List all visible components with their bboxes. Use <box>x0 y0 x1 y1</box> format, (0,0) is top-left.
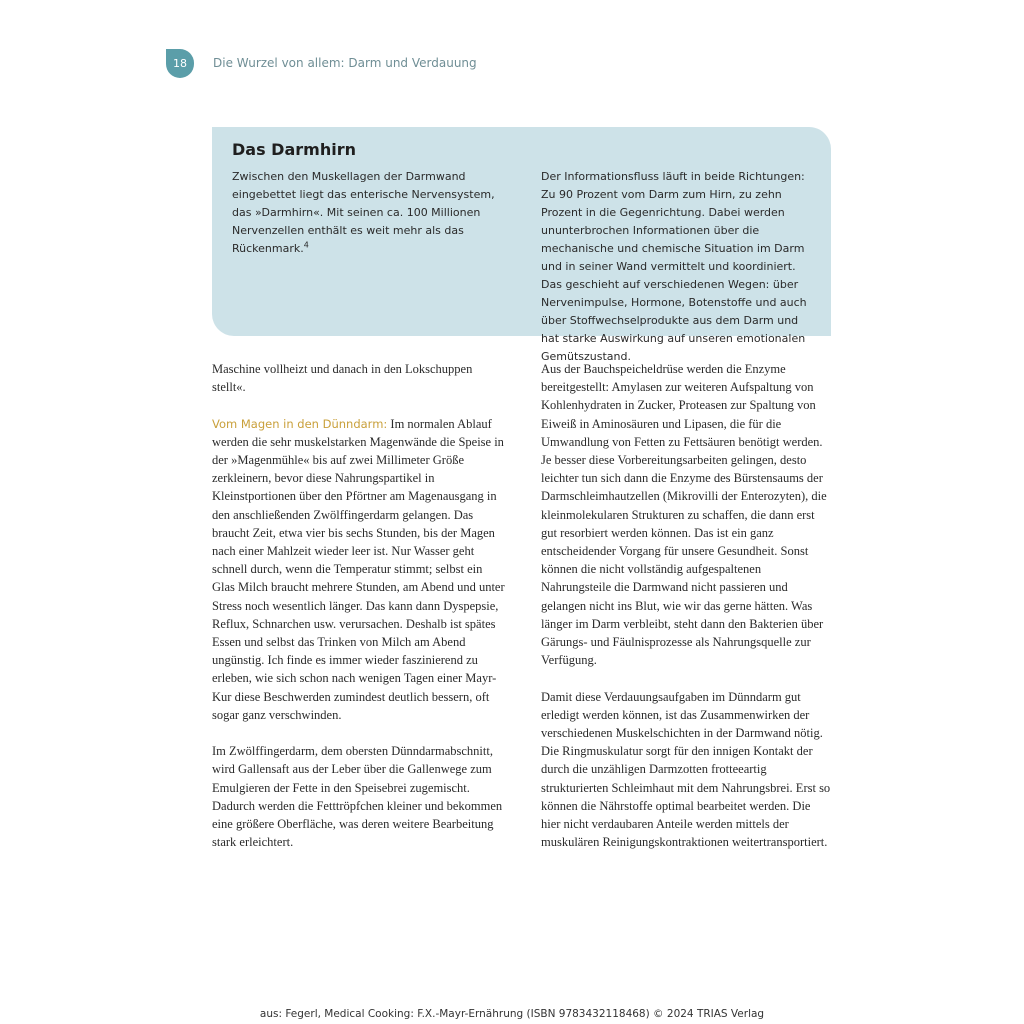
paragraph: Im Zwölffingerdarm, dem obersten Dünndarmabschnitt, wird Gallensaft aus der Leber über die Gallenwege zum Emulgieren der Fette in den Speisebrei zugemischt. Dadurch werden die Fetttröpfchen kleiner und bekommen eine größere Oberfläche, was deren weitere Bearbeitung stark erleichtert. <box>212 744 503 850</box>
paragraph: Maschine vollheizt und danach in den Lokschuppen stellt«. <box>212 362 473 395</box>
paragraph: Damit diese Verdauungsaufgaben im Dünndarm gut erledigt werden können, ist das Zusammenwirken der verschiedenen Muskelschichten in der Darmwand nötig. Die Ringmuskulatur sorgt für den innigen Kontakt der durch die unzähligen Darmzotten frotteeartig strukturierten Schleimhaut mit dem Nahrungsbrei. Erst so können die Nährstoffe optimal bearbeitet werden. Die hier nicht verdaubaren Anteile werden mittels der muskulären Reinigungskontraktionen weitertransportiert. <box>541 689 831 850</box>
info-box-text-right: Der Informationsfluss läuft in beide Richtungen: Zu 90 Prozent vom Darm zum Hirn, zu zehn Prozent in die Gegenrichtung. Dabei werden ununterbrochen Informationen über die mechanische und chemische Situation im Darm und in seiner Wand vermittelt und koordiniert. Das geschieht auf verschiedenen Wegen: über Nervenimpulse, Hormone, Botenstoffe und auch über Stoffwechselprodukte aus dem Darm und hat starke Auswirkung auf unseren emotionalen Gemütszustand. <box>541 170 807 363</box>
right-column <box>541 360 833 870</box>
paragraph: Aus der Bauchspeicheldrüse werden die Enzyme bereitgestellt: Amylasen zur weiteren Aufspaltung von Kohlenhydraten in Zucker, Proteasen zur Spaltung von Eiweiß in Aminosäuren und Lipasen, die für die Umwandlung von Fetten zu Fettsäuren benötigt werden. Je besser diese Vorbereitungsarbeiten gelingen, desto leichter tun sich dann die Enzyme des Bürstensaums der Darmschleimhautzellen (Mikrovilli der Enterozyten), die kleinmolekularen Strukturen zu schaffen, die dann erst gut resorbiert werden können. Das ist ein ganz entscheidender Vorgang für unsere Gesundheit. Sonst können die nicht vollständig aufgespaltenen Nahrungsteile die Darmwand nicht passieren und gelangen nicht ins Blut, wie wir das gerne hätten. Was länger im Darm verbleibt, steht dann den Bakterien über Gärungs- und Fäulnisprozesse als Nahrungsquelle zur Verfügung. <box>541 362 827 668</box>
info-box-title: Das Darmhirn <box>232 140 356 159</box>
info-box-paragraph-1: Zwischen den Muskellagen der Darmwand eingebettet liegt das enterische Nervensystem, das »Darmhirn«. Mit seinen ca. 100 Millionen Nervenzellen enthält es weit mehr als das Rückenmark. <box>232 170 495 255</box>
page-number: 18 <box>166 49 194 78</box>
section-subheading: Vom Magen in den Dünndarm: <box>212 416 388 431</box>
info-box <box>212 127 831 363</box>
paragraph <box>212 415 508 724</box>
paragraph-text: Im normalen Ablauf werden die sehr muskelstarken Magenwände die Speise in der »Magenmühle« bis auf zwei Millimeter Größe zerkleinern, bevor diese Nahrungspartikel in Kleinstportionen über den Pförtner am Magenausgang in den anschließenden Zwölffingerdarm gelangen. Das braucht Zeit, etwa vier bis sechs Stunden, bis der Magen nach einer Mahlzeit wieder leer ist. Nur Wasser geht schnell durch, wenn die Temperatur stimmt; selbst ein Glas Milch braucht mehrere Stunden, am Abend und unter Stress noch wesentlich länger. Das kann dann Dyspepsie, Reflux, Schnarchen usw. verursachen. Deshalb ist spätes Essen und selbst das Trinken von Milch am Abend ungünstig. Ich finde es immer wieder faszinierend zu erleben, wie sich schon nach wenigen Tagen einer Mayr-Kur diese Beschwerden zumindest deutlich bessern, oft sogar ganz verschwinden. <box>212 416 505 722</box>
left-column <box>212 360 508 870</box>
source-footer: aus: Fegerl, Medical Cooking: F.X.-Mayr-Ernährung (ISBN 9783432118468) © 2024 TRIAS Verlag <box>259 1008 765 1020</box>
running-title: Die Wurzel von allem: Darm und Verdauung <box>213 56 477 70</box>
footnote-reference: 4 <box>303 240 309 250</box>
info-box-text-left <box>232 168 500 258</box>
